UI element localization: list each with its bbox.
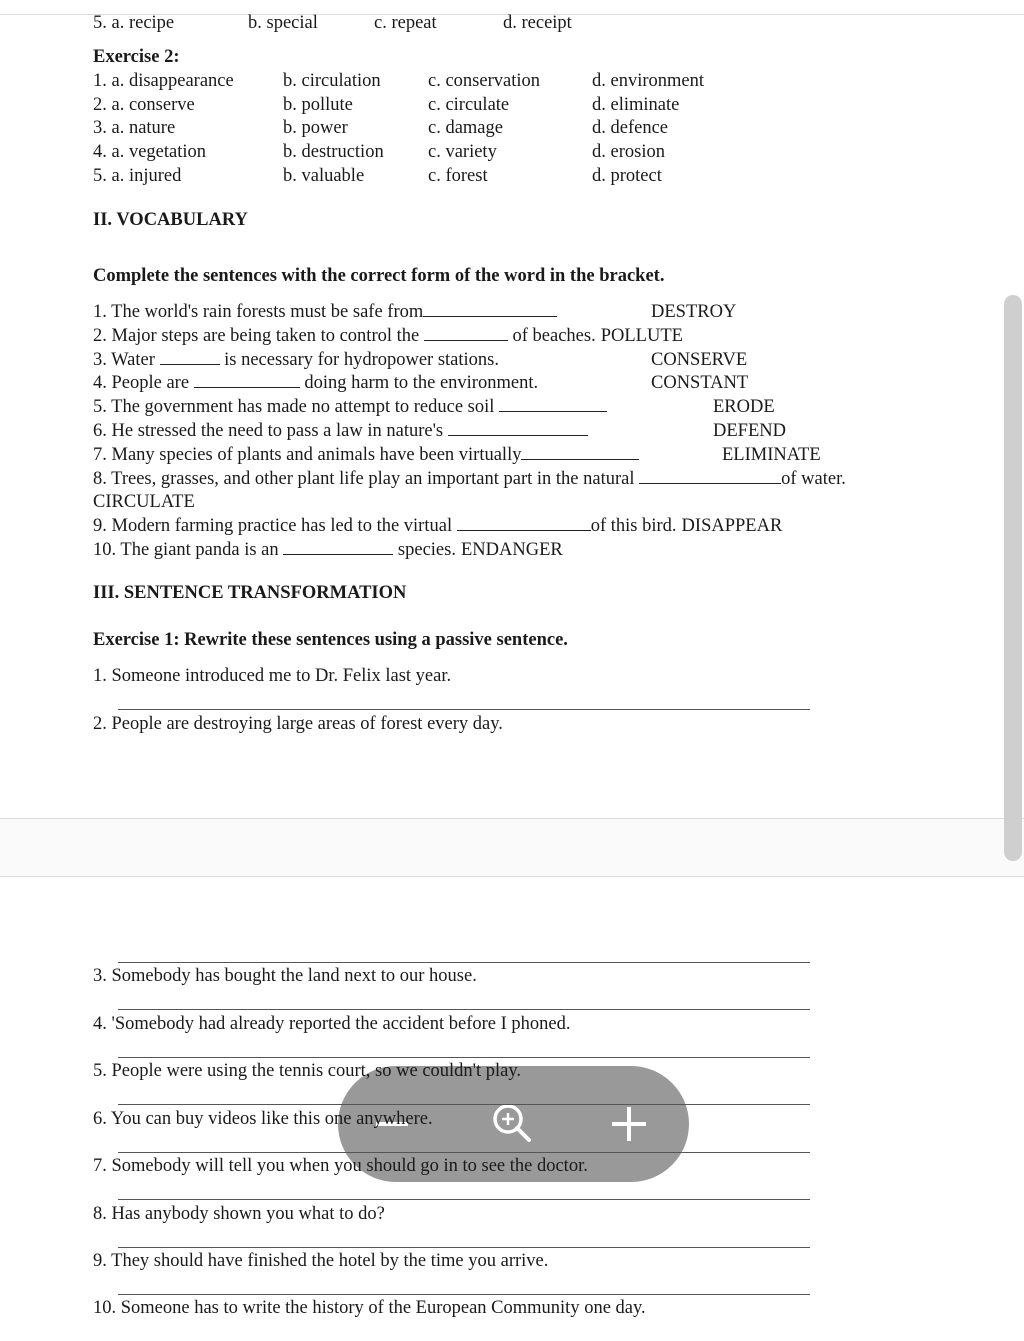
keyword: DEFEND <box>713 421 786 441</box>
exercise-item: 10. Someone has to write the history of the European Community one day. <box>93 1298 646 1318</box>
exercise-item: 8. Has anybody shown you what to do? <box>93 1204 385 1224</box>
page-divider <box>0 818 1024 819</box>
option: d. eliminate <box>592 95 680 115</box>
exercise-item: 9. They should have finished the hotel by the time you arrive. <box>93 1251 549 1271</box>
option: d. protect <box>592 166 662 186</box>
transformation-heading: III. SENTENCE TRANSFORMATION <box>93 583 407 603</box>
keyword: POLLUTE <box>600 326 683 346</box>
sentence-text: species. <box>393 540 456 560</box>
option: 5. a. injured <box>93 166 182 186</box>
vocabulary-item <box>93 372 538 394</box>
answer-line[interactable] <box>118 1199 810 1200</box>
zoom-in-button[interactable] <box>584 1066 674 1182</box>
page-divider <box>0 876 1024 877</box>
sentence-text: 9. Modern farming practice has led to the virtual <box>93 516 457 536</box>
vocabulary-item <box>93 349 499 371</box>
answer-blank[interactable] <box>160 349 220 365</box>
option: d. environment <box>592 71 705 91</box>
keyword: ERODE <box>713 397 775 417</box>
answer-blank[interactable] <box>521 444 639 460</box>
zoom-in-icon <box>491 1102 535 1146</box>
sentence-text: of beaches. <box>507 326 596 346</box>
option: 5. a. recipe <box>93 13 175 33</box>
scrollbar-thumb[interactable] <box>1004 295 1022 861</box>
sentence-text: doing harm to the environment. <box>299 373 539 393</box>
exercise2-title: Exercise 2: <box>93 47 180 67</box>
answer-blank[interactable] <box>457 515 591 531</box>
option: 3. a. nature <box>93 118 176 138</box>
sentence-text: 7. Many species of plants and animals have been virtually <box>93 445 522 465</box>
answer-line[interactable] <box>118 962 810 963</box>
keyword: ELIMINATE <box>722 445 821 465</box>
vocabulary-item <box>93 325 683 347</box>
option: c. variety <box>428 142 497 162</box>
answer-line[interactable] <box>118 1009 810 1010</box>
sentence-text: 6. He stressed the need to pass a law in nature's <box>93 421 448 441</box>
keyword: CIRCULATE <box>93 492 195 512</box>
option: 2. a. conserve <box>93 95 195 115</box>
vocabulary-item <box>93 396 607 418</box>
plus-icon <box>612 1107 646 1141</box>
exercise-item: 4. 'Somebody had already reported the accident before I phoned. <box>93 1014 571 1034</box>
answer-blank[interactable] <box>499 396 607 412</box>
vocabulary-item <box>93 468 846 490</box>
option: b. power <box>283 118 348 138</box>
option: 4. a. vegetation <box>93 142 207 162</box>
answer-line[interactable] <box>118 1152 810 1153</box>
option: c. forest <box>428 166 488 186</box>
answer-line[interactable] <box>118 709 810 710</box>
vocabulary-instruction: Complete the sentences with the correct form of the word in the bracket. <box>93 266 665 286</box>
answer-blank[interactable] <box>639 468 781 484</box>
answer-blank[interactable] <box>423 301 557 317</box>
exercise-item: 6. You can buy videos like this one anywhere. <box>93 1109 433 1129</box>
transformation-exercise-title: Exercise 1: Rewrite these sentences using a passive sentence. <box>93 630 568 650</box>
answer-blank[interactable] <box>283 539 393 555</box>
exercise-item: 2. People are destroying large areas of forest every day. <box>93 714 503 734</box>
keyword: ENDANGER <box>460 540 563 560</box>
option: c. damage <box>428 118 503 138</box>
answer-blank[interactable] <box>194 372 300 388</box>
sentence-text: 1. The world's rain forests must be safe from <box>93 302 424 322</box>
sentence-text: 5. The government has made no attempt to reduce soil <box>93 397 500 417</box>
vocabulary-item <box>93 539 563 561</box>
option: b. destruction <box>283 142 384 162</box>
keyword: DISAPPEAR <box>681 516 783 536</box>
sentence-text: 10. The giant panda is an <box>93 540 284 560</box>
option: b. pollute <box>283 95 353 115</box>
answer-line[interactable] <box>118 1057 810 1058</box>
keyword: CONSTANT <box>651 373 749 393</box>
option: 1. a. disappearance <box>93 71 234 91</box>
answer-blank[interactable] <box>424 325 508 341</box>
sentence-text: of this bird. <box>590 516 677 536</box>
sentence-text: is necessary for hydropower stations. <box>219 350 499 370</box>
answer-line[interactable] <box>118 1294 810 1295</box>
option: d. erosion <box>592 142 665 162</box>
vocabulary-item <box>93 444 639 466</box>
option: b. special <box>248 13 318 33</box>
option: c. repeat <box>374 13 437 33</box>
vocabulary-item <box>93 301 557 323</box>
answer-line[interactable] <box>118 1247 810 1248</box>
sentence-text: of water. <box>781 469 846 489</box>
sentence-text: 3. Water <box>93 350 160 370</box>
vocabulary-item <box>93 515 782 537</box>
vocabulary-heading: II. VOCABULARY <box>93 210 248 230</box>
sentence-text: 4. People are <box>93 373 194 393</box>
keyword: DESTROY <box>651 302 737 322</box>
answer-line[interactable] <box>118 1104 810 1105</box>
keyword: CONSERVE <box>651 350 748 370</box>
option: c. circulate <box>428 95 510 115</box>
sentence-text: 8. Trees, grasses, and other plant life play an important part in the natural <box>93 469 640 489</box>
exercise-item: 3. Somebody has bought the land next to our house. <box>93 966 477 986</box>
option: d. receipt <box>503 13 572 33</box>
exercise-item: 7. Somebody will tell you when you should go in to see the doctor. <box>93 1156 588 1176</box>
sentence-text: 2. Major steps are being taken to control the <box>93 326 424 346</box>
exercise-item: 5. People were using the tennis court, so we couldn't play. <box>93 1061 522 1081</box>
option: b. valuable <box>283 166 365 186</box>
vocabulary-item <box>93 420 588 442</box>
page-gap <box>0 819 1024 876</box>
answer-blank[interactable] <box>448 420 588 436</box>
option: d. defence <box>592 118 669 138</box>
exercise-item: 1. Someone introduced me to Dr. Felix last year. <box>93 666 452 686</box>
option: b. circulation <box>283 71 381 91</box>
option: c. conservation <box>428 71 540 91</box>
